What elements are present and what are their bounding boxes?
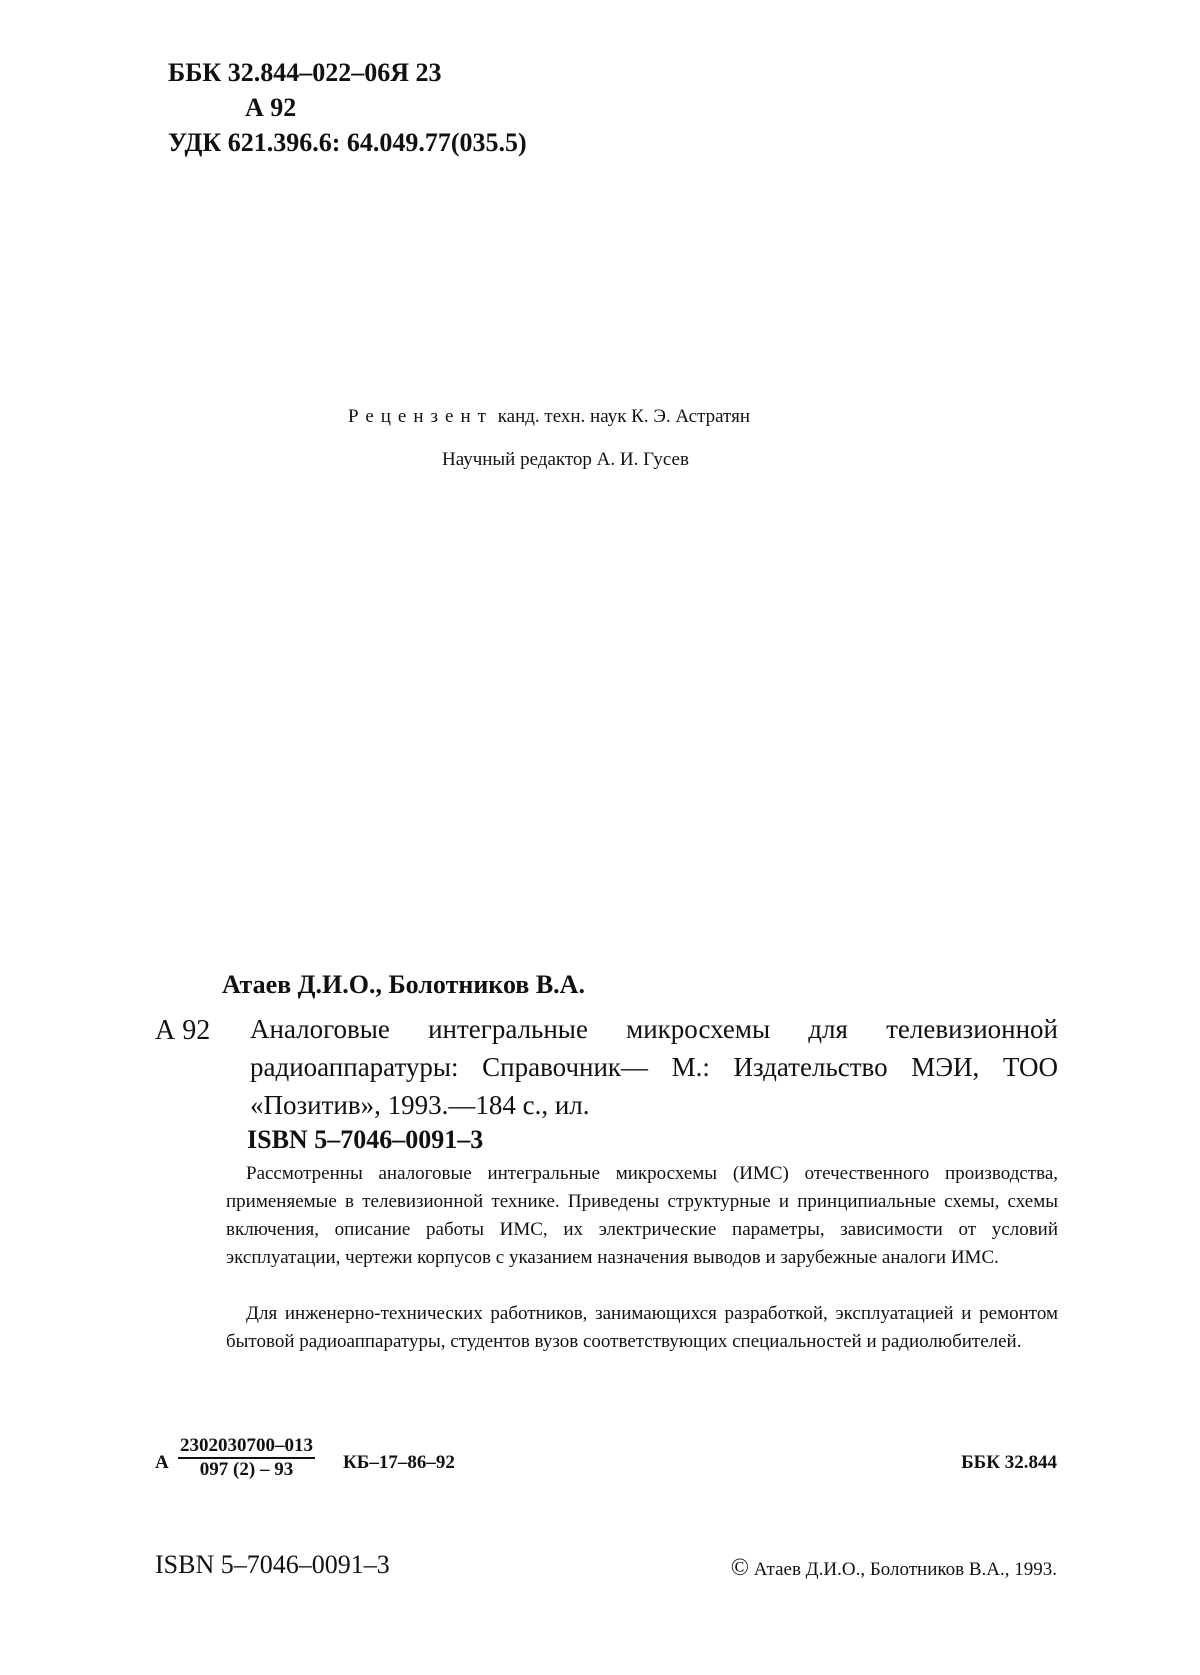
bbk-short: ББК 32.844 bbox=[961, 1452, 1057, 1473]
author-mark: А 92 bbox=[245, 93, 297, 122]
copyright-icon: © bbox=[730, 1555, 750, 1581]
fraction bbox=[178, 1435, 315, 1481]
bbk-code: ББК 32.844–022–06Я 23 bbox=[168, 58, 442, 87]
copyright-line bbox=[731, 1555, 1057, 1582]
fraction-numerator: 2302030700–013 bbox=[178, 1435, 315, 1459]
reviewer-name: канд. техн. наук К. Э. Астратян bbox=[492, 406, 751, 427]
reviewer-line bbox=[348, 406, 750, 428]
copyright-text: Атаев Д.И.О., Болотников В.А., 1993. bbox=[753, 1559, 1057, 1580]
citation-text: Аналоговые интегральные микросхемы для телевизионной радиоаппаратуры: Справочник— М.: Издательство МЭИ, ТОО «Позитив», 1993.—184 с., ил. bbox=[250, 1014, 1058, 1120]
editor-line: Научный редактор А. И. Гусев bbox=[442, 449, 689, 470]
fraction-denominator: 097 (2) – 93 bbox=[199, 1459, 294, 1480]
authors-heading: Атаев Д.И.О., Болотников В.А. bbox=[222, 970, 585, 999]
catalog-isbn: ISBN 5–7046–0091–3 bbox=[247, 1125, 484, 1154]
audience-paragraph: Для инженерно-технических работников, занимающихся разработкой, эксплуатацией и ремонтом бытовой радиоаппаратуры, студентов вузов соответствующих специальностей и радиолюбителей. bbox=[226, 1303, 1058, 1352]
footer-isbn: ISBN 5–7046–0091–3 bbox=[155, 1550, 390, 1579]
imprint-prefix: А bbox=[155, 1452, 169, 1473]
reviewer-label: Рецензент bbox=[348, 406, 493, 427]
catalog-code: А 92 bbox=[155, 1015, 211, 1046]
abstract-paragraph: Рассмотренны аналоговые интегральные микросхемы (ИМС) отечественного производства, применяемые в телевизионной технике. Приведены структурные и принципиальные схемы, схемы включения, описание работы ИМС, их электрические параметры, зависимости от условий эксплуатации, чертежи корпусов с указанием назначения выводов и зарубежные аналоги ИМС. bbox=[226, 1163, 1058, 1268]
udk-code: УДК 621.396.6: 64.049.77(035.5) bbox=[168, 128, 527, 157]
imprint-code: КБ–17–86–92 bbox=[343, 1452, 455, 1473]
